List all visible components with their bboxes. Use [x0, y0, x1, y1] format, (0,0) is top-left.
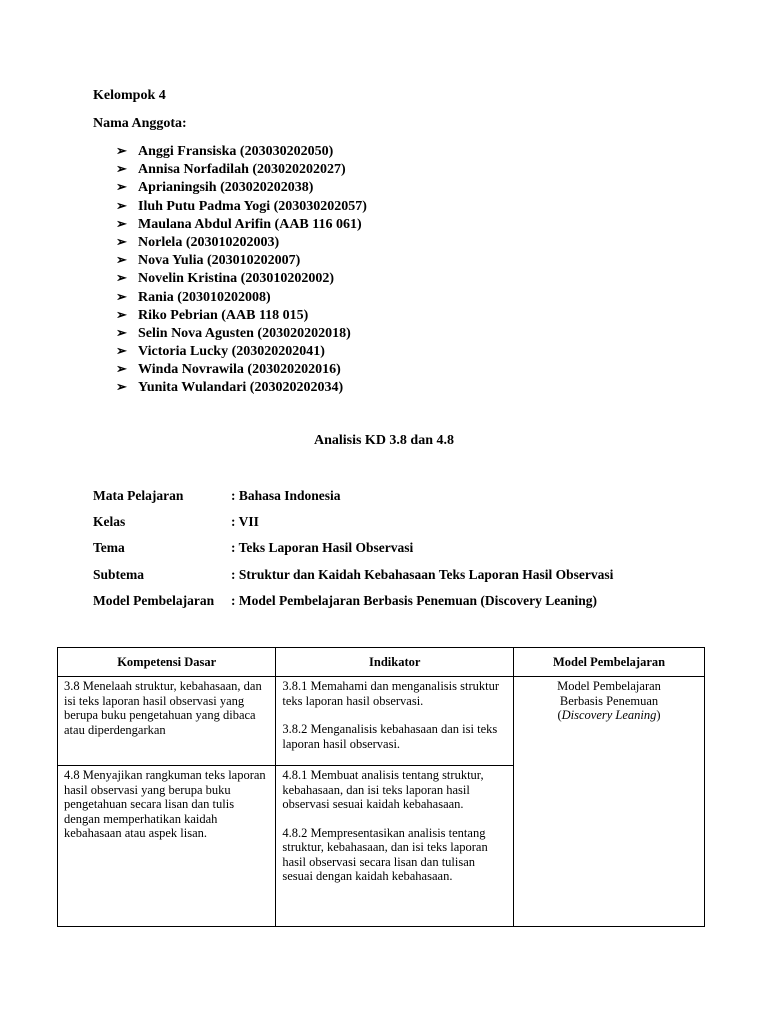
- member-item: [116, 197, 367, 215]
- model-line-italic: (Discovery Leaning): [557, 708, 661, 722]
- member-name: Yunita Wulandari (203020202034): [138, 380, 344, 396]
- kd-analysis-table: [57, 647, 705, 927]
- arrowhead-bullet-icon: ➢: [116, 288, 127, 304]
- arrowhead-bullet-icon: ➢: [116, 197, 127, 213]
- arrowhead-bullet-icon: ➢: [116, 252, 127, 268]
- member-name: Norlela (203010202003): [138, 234, 280, 250]
- member-item: [116, 251, 367, 269]
- info-row: [93, 566, 613, 592]
- info-value: : Model Pembelajaran Berbasis Penemuan (Discovery Leaning): [231, 592, 597, 608]
- info-key: Subtema: [93, 566, 145, 582]
- member-item: [116, 178, 367, 196]
- member-item: [116, 288, 367, 306]
- model-line: Berbasis Penemuan: [559, 693, 659, 708]
- member-name: Iluh Putu Padma Yogi (203030202057): [138, 198, 367, 214]
- subject-info: [93, 487, 613, 618]
- indicator-item: 3.8.2 Menganalisis kebahasaan dan isi teks laporan hasil observasi.: [282, 722, 498, 751]
- header-model-pembelajaran: Model Pembelajaran: [514, 648, 705, 677]
- indicator-cell: [276, 677, 514, 766]
- indicator-item: 4.8.2 Mempresentasikan analisis tentang struktur, kebahasaan, dan isi teks laporan hasil observasi secara lisan dan tulisan sesuai dengan kaidah kebahasaan.: [282, 825, 488, 883]
- member-item: [116, 160, 367, 178]
- header-indikator: Indikator: [276, 648, 514, 677]
- info-row: [93, 487, 613, 513]
- indicator-item: 3.8.1 Memahami dan menganalisis struktur teks laporan hasil observasi.: [282, 679, 500, 708]
- info-value: : Bahasa Indonesia: [231, 488, 341, 503]
- member-list: [116, 142, 367, 397]
- member-name: Victoria Lucky (203020202041): [138, 344, 325, 360]
- arrowhead-bullet-icon: ➢: [116, 143, 127, 158]
- info-row: [93, 539, 613, 565]
- info-value: : Struktur dan Kaidah Kebahasaan Teks Laporan Hasil Observasi: [231, 566, 614, 582]
- member-item: [116, 378, 367, 396]
- member-name: Anggi Fransiska (203030202050): [138, 144, 334, 159]
- member-item: [116, 215, 367, 233]
- arrowhead-bullet-icon: ➢: [116, 215, 127, 231]
- kd-cell: 3.8 Menelaah struktur, kebahasaan, dan isi teks laporan hasil observasi yang berupa buku pengetahuan yang dibaca atau diperdengarkan: [58, 677, 276, 766]
- member-item: [116, 142, 367, 160]
- header-kompetensi-dasar: Kompetensi Dasar: [58, 648, 276, 677]
- member-name: Riko Pebrian (AAB 118 015): [138, 307, 309, 323]
- info-key: Tema: [93, 540, 125, 556]
- member-item: [116, 269, 367, 287]
- member-name: Aprianingsih (203020202038): [138, 180, 314, 196]
- table-row: [58, 677, 705, 766]
- member-name: Novelin Kristina (203010202002): [138, 271, 334, 287]
- members-label: Nama Anggota:: [93, 116, 187, 131]
- member-item: [116, 324, 367, 342]
- member-item: [116, 342, 367, 360]
- member-name: Selin Nova Agusten (203020202018): [138, 325, 351, 341]
- info-value: : VII: [231, 514, 259, 530]
- info-value: : Teks Laporan Hasil Observasi: [231, 540, 414, 556]
- model-line: Model Pembelajaran: [557, 679, 661, 693]
- arrowhead-bullet-icon: ➢: [116, 270, 127, 286]
- info-key: Kelas: [93, 514, 126, 530]
- info-row: [93, 592, 613, 618]
- indicator-item: 4.8.1 Membuat analisis tentang struktur, kebahasaan, dan isi teks laporan hasil observasi sesuai kaidah kebahasaan.: [282, 768, 484, 811]
- member-item: [116, 306, 367, 324]
- member-name: Winda Novrawila (203020202016): [138, 362, 341, 378]
- member-item: [116, 360, 367, 378]
- table-header-row: [58, 648, 705, 677]
- model-cell: [514, 677, 705, 927]
- arrowhead-bullet-icon: ➢: [116, 324, 127, 340]
- member-item: [116, 233, 367, 251]
- arrowhead-bullet-icon: ➢: [116, 179, 127, 195]
- arrowhead-bullet-icon: ➢: [116, 306, 127, 322]
- arrowhead-bullet-icon: ➢: [116, 161, 127, 177]
- arrowhead-bullet-icon: ➢: [116, 343, 127, 359]
- member-name: Nova Yulia (203010202007): [138, 253, 301, 269]
- group-title: Kelompok 4: [93, 88, 166, 103]
- member-name: Rania (203010202008): [138, 289, 271, 305]
- info-row: [93, 513, 613, 539]
- member-name: Maulana Abdul Arifin (AAB 116 061): [138, 216, 362, 232]
- indicator-cell: [276, 766, 514, 927]
- kd-cell: 4.8 Menyajikan rangkuman teks laporan hasil observasi yang berupa buku pengetahuan secara lisan dan tulis dengan memperhatikan kaidah kebahasaan atau aspek lisan.: [58, 766, 276, 927]
- arrowhead-bullet-icon: ➢: [116, 361, 127, 377]
- member-name: Annisa Norfadilah (203020202027): [138, 162, 346, 178]
- arrowhead-bullet-icon: ➢: [116, 379, 127, 395]
- arrowhead-bullet-icon: ➢: [116, 233, 127, 249]
- document-title: Analisis KD 3.8 dan 4.8: [313, 433, 455, 448]
- info-key: Mata Pelajaran: [93, 488, 184, 503]
- info-key: Model Pembelajaran: [93, 592, 215, 608]
